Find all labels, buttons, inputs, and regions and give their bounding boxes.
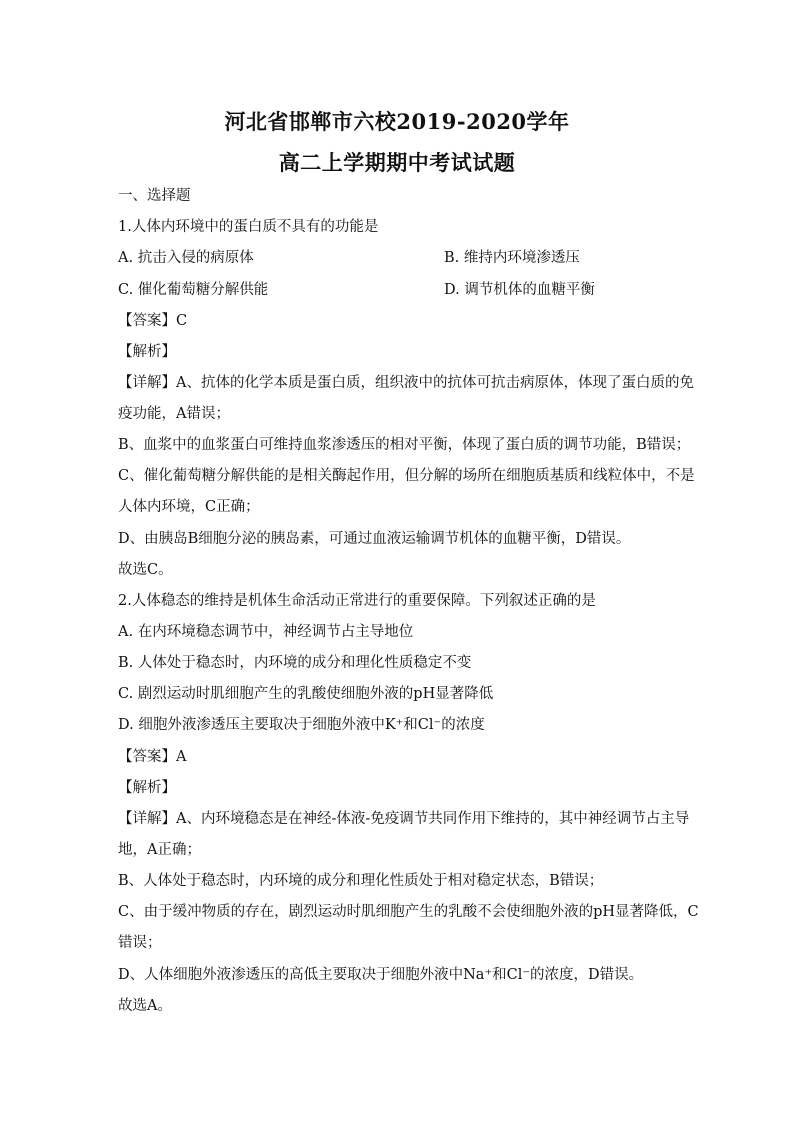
question-1-option-d: D. 调节机体的血糖平衡: [444, 282, 595, 298]
question-2-answer: 【答案】A: [118, 749, 187, 765]
question-2-detail-line: 地，A正确；: [118, 842, 201, 858]
question-2-detail-line: 【详解】A、内环境稳态是在神经-体液-免疫调节共同作用下维持的，其中神经调节占主导: [118, 811, 690, 827]
question-2-option-c: C. 剧烈运动时肌细胞产生的乳酸使细胞外液的pH显著降低: [118, 686, 494, 702]
question-2-detail-line: B、人体处于稳态时，内环境的成分和理化性质处于相对稳定状态，B错误；: [118, 873, 604, 889]
question-1-detail-line: B、血浆中的血浆蛋白可维持血浆渗透压的相对平衡，体现了蛋白质的调节功能，B错误；: [118, 437, 691, 453]
question-1-detail-line: 人体内环境，C正确；: [118, 499, 260, 515]
question-1-conclusion: 故选C。: [118, 562, 173, 578]
question-1-option-b: B. 维持内环境渗透压: [444, 250, 580, 266]
question-1-detail-line: C、催化葡萄糖分解供能的是相关酶起作用，但分解的场所在细胞质基质和线粒体中，不是: [118, 468, 695, 484]
question-2-conclusion: 故选A。: [118, 998, 172, 1014]
question-2-detail-line: C、由于缓冲物质的存在，剧烈运动时肌细胞产生的乳酸不会使细胞外液的pH显著降低，C: [118, 904, 699, 920]
question-2-option-a: A. 在内环境稳态调节中，神经调节占主导地位: [118, 624, 414, 640]
question-2-option-b: B. 人体处于稳态时，内环境的成分和理化性质稳定不变: [118, 655, 472, 671]
question-1-detail-line: 疫功能，A错误；: [118, 406, 230, 422]
question-1-detail-line: 【详解】A、抗体的化学本质是蛋白质，组织液中的抗体可抗击病原体，体现了蛋白质的免: [118, 375, 694, 391]
question-2-stem: 2.人体稳态的维持是机体生命活动正常进行的重要保障。下列叙述正确的是: [118, 593, 596, 609]
question-2-detail-line: 错误；: [118, 935, 162, 951]
question-2-analysis-label: 【解析】: [118, 780, 176, 796]
question-1-detail-line: D、由胰岛B细胞分泌的胰岛素，可通过血液运输调节机体的血糖平衡，D错误。: [118, 531, 631, 547]
section-heading: 一、选择题: [118, 188, 191, 204]
document-title: 河北省邯郸市六校2019-2020学年: [224, 109, 570, 134]
document-subtitle: 高二上学期期中考试试题: [278, 150, 516, 175]
question-2-detail-line: D、人体细胞外液渗透压的高低主要取决于细胞外液中Na⁺和Cl⁻的浓度，D错误。: [118, 967, 644, 983]
question-1-option-a: A. 抗击入侵的病原体: [118, 250, 254, 266]
question-1-option-c: C. 催化葡萄糖分解供能: [118, 282, 269, 298]
question-2-option-d: D. 细胞外液渗透压主要取决于细胞外液中K⁺和Cl⁻的浓度: [118, 717, 485, 733]
question-1-answer: 【答案】C: [118, 313, 188, 329]
question-1-analysis-label: 【解析】: [118, 344, 176, 360]
question-1-stem: 1.人体内环境中的蛋白质不具有的功能是: [118, 219, 379, 235]
